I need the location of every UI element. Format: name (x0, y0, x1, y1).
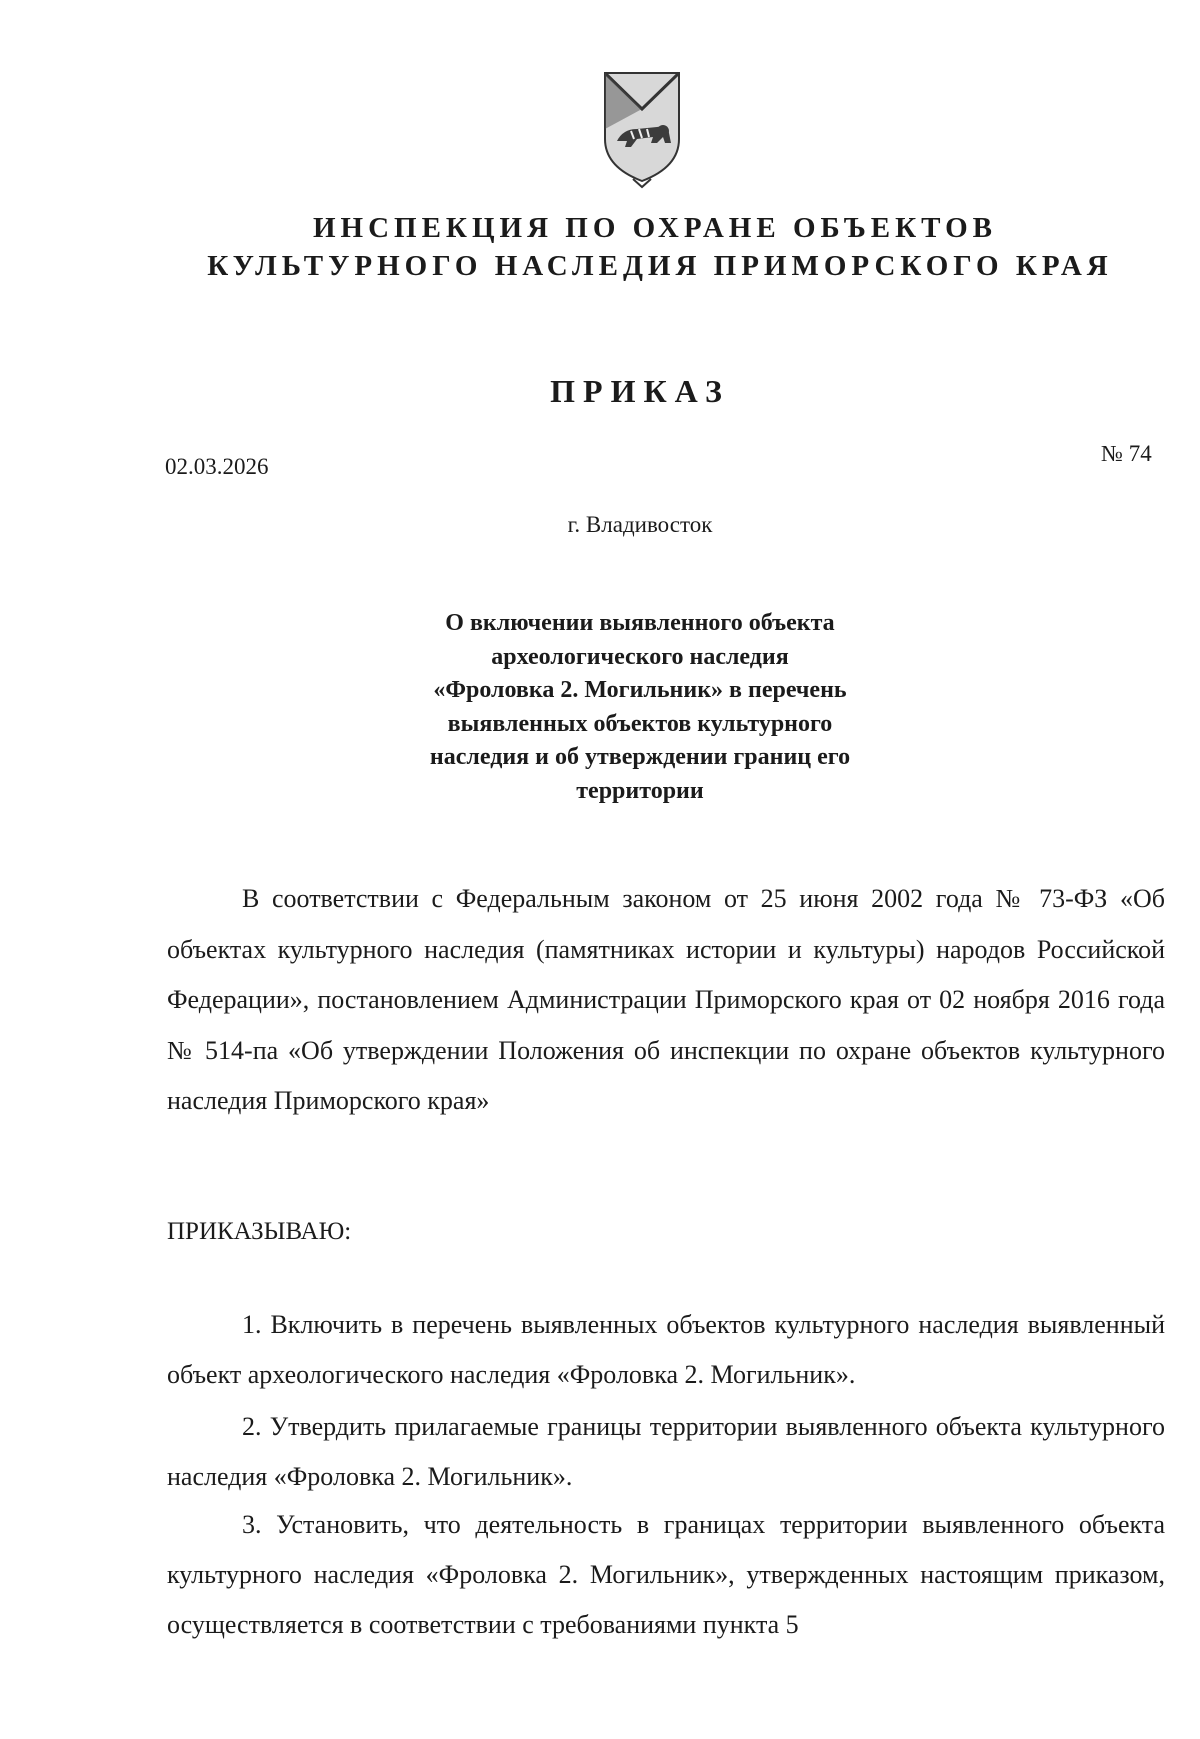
title-line: наследия и об утверждении границ его (429, 744, 851, 770)
org-name-line1: ИНСПЕКЦИЯ ПО ОХРАНЕ ОБЪЕКТОВ (312, 212, 998, 244)
document-date: 02.03.2026 (165, 454, 269, 479)
order-word: ПРИКАЗЫВАЮ: (167, 1218, 352, 1245)
document-title (380, 607, 900, 808)
org-name-line2: КУЛЬТУРНОГО НАСЛЕДИЯ ПРИМОРСКОГО КРАЯ (207, 250, 1113, 282)
title-line: археологического наследия (491, 643, 789, 670)
order-item-2: 2. Утвердить прилагаемые границы территории выявленного объекта культурного наследия «Фроловка 2. Могильник». (167, 1412, 1165, 1491)
title-line: территории (576, 777, 704, 804)
title-line: О включении выявленного объекта (445, 610, 835, 636)
document-city: г. Владивосток (567, 512, 713, 537)
coat-of-arms-emblem (601, 69, 683, 189)
preamble-paragraph: В соответствии с Федеральным законом от 25 июня 2002 года № 73-ФЗ «Об объектах культурного наследия (памятниках истории и культуры) народов Российской Федерации», постановлением Администрации Приморского края от 02 ноября 2016 года № 514-па «Об утверждении Положения об инспекции по охране объектов культурного наследия Приморского края» (167, 884, 1165, 1115)
title-line: выявленных объектов культурного (447, 710, 833, 737)
document-number: № 74 (1101, 441, 1152, 466)
order-item-3: 3. Установить, что деятельность в границах территории выявленного объекта культурного наследия «Фроловка 2. Могильник», утвержденных настоящим приказом, осуществляется в соответствии с требованиями пункта 5 (167, 1510, 1165, 1639)
title-line: «Фроловка 2. Могильник» в перечень (433, 677, 847, 703)
document-type: ПРИКАЗ (550, 373, 730, 409)
order-item-1: 1. Включить в перечень выявленных объектов культурного наследия выявленный объект археологического наследия «Фроловка 2. Могильник». (167, 1310, 1165, 1389)
